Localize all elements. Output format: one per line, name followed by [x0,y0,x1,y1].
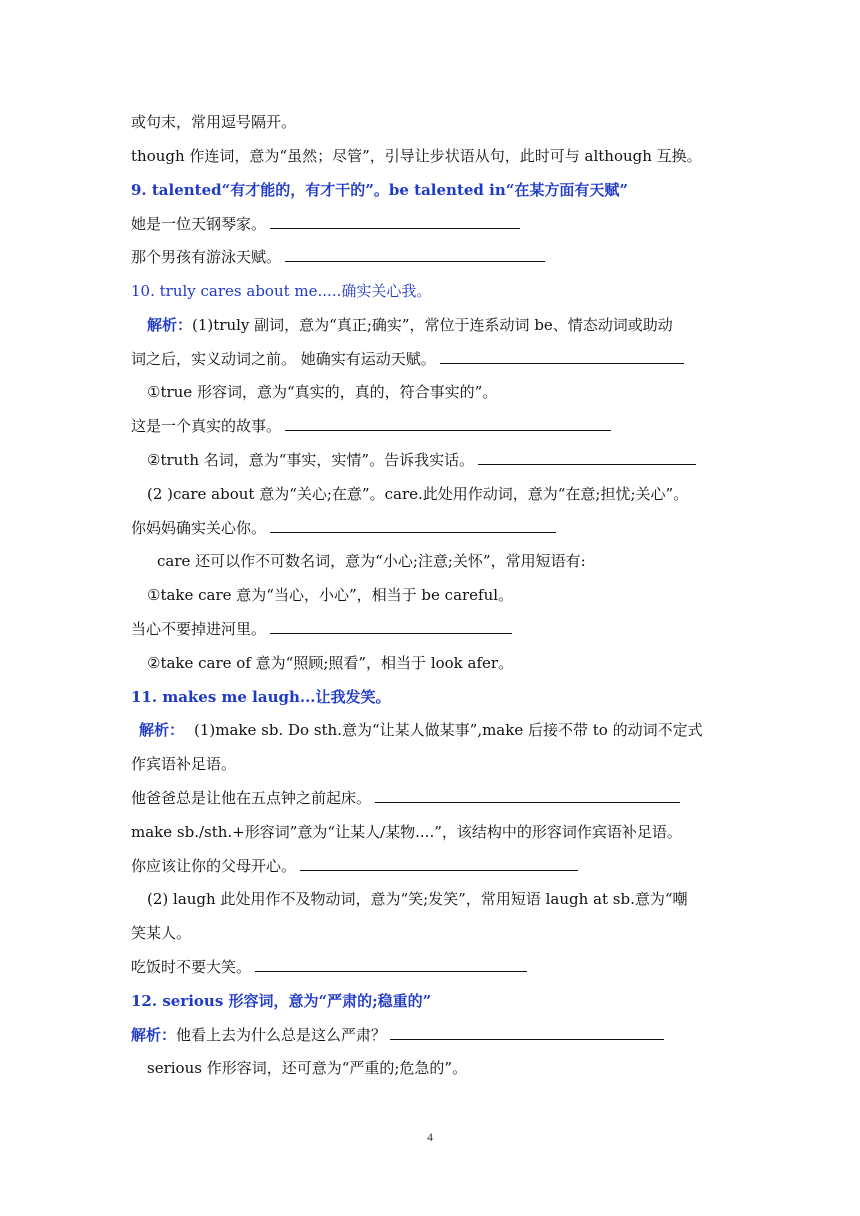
heading-item-9: 9. talented“有才能的，有才干的”。be talented in“在某方面有天赋” [131,181,628,199]
answer-blank[interactable] [285,416,611,431]
answer-blank[interactable] [255,957,527,972]
text-line: make sb./sth.+形容词”意为“让某人/某物....”，该结构中的形容词作宾语补足语。 [131,823,682,841]
exercise-line: 吃饭时不要大笑。 [131,957,527,977]
text-line: 作宾语补足语。 [131,755,237,773]
text-line: ①true 形容词，意为“真实的，真的，符合事实的”。 [147,383,498,401]
exercise-line: 当心不要掉进河里。 [131,619,512,639]
heading-item-11: 11. makes me laugh...让我发笑。 [131,688,391,706]
text-line: care 还可以作不可数名词，意为“小心;注意;关怀”，常用短语有: [157,552,586,570]
text-line: serious 作形容词，还可意为“严重的;危急的”。 [147,1059,468,1077]
heading-item-12: 12. serious 形容词，意为“严肃的;稳重的” [131,992,432,1010]
analysis-label: 解析： [131,1026,177,1044]
analysis-line: 解析： (1)make sb. Do sth.意为“让某人做某事”,make 后接不带 to 的动词不定式 [139,721,703,739]
exercise-line: 这是一个真实的故事。 [131,416,611,436]
exercise-line: 她是一位天钢琴家。 [131,214,520,234]
heading-item-10: 10. truly cares about me.....确实关心我。 [131,282,432,300]
answer-blank[interactable] [390,1025,664,1040]
text-line: though 作连词，意为“虽然；尽管”，引导让步状语从句，此时可与 although 互换。 [131,147,702,165]
analysis-label: 解析： [147,316,193,334]
text-line: (2) laugh 此处用作不及物动词，意为“笑;发笑”，常用短语 laugh at sb.意为“嘲 [147,890,688,908]
answer-blank[interactable] [270,214,520,229]
exercise-line: 你妈妈确实关心你。 [131,518,556,538]
analysis-line: 解析：(1)truly 副词，意为“真正;确实”，常位于连系动词 be、情态动词或助动 [147,316,673,334]
analysis-label: 解析： [139,721,185,739]
text-line: ①take care 意为“当心，小心”，相当于 be careful。 [147,586,514,604]
answer-blank[interactable] [285,247,545,262]
page-number: 4 [427,1130,433,1144]
exercise-line: 你应该让你的父母开心。 [131,856,578,876]
answer-blank[interactable] [440,349,684,364]
exercise-line: ②truth 名词，意为“事实，实情”。告诉我实话。 [147,450,696,470]
analysis-line: 解析：他看上去为什么总是这么严肃？ [131,1025,664,1045]
exercise-line: 词之后，实义动词之前。 她确实有运动天赋。 [131,349,684,369]
exercise-line: 那个男孩有游泳天赋。 [131,247,545,267]
text-line: (2 )care about 意为“关心;在意”。care.此处用作动词，意为“在意;担忧;关心”。 [147,485,689,503]
answer-blank[interactable] [270,619,512,634]
text-line: ②take care of 意为“照顾;照看”，相当于 look afer。 [147,654,514,672]
text-line: 或句末，常用逗号隔开。 [131,113,297,131]
answer-blank[interactable] [270,518,556,533]
answer-blank[interactable] [375,788,680,803]
text-line: 笑某人。 [131,924,192,942]
exercise-line: 他爸爸总是让他在五点钟之前起床。 [131,788,680,808]
answer-blank[interactable] [300,856,578,871]
answer-blank[interactable] [478,450,696,465]
